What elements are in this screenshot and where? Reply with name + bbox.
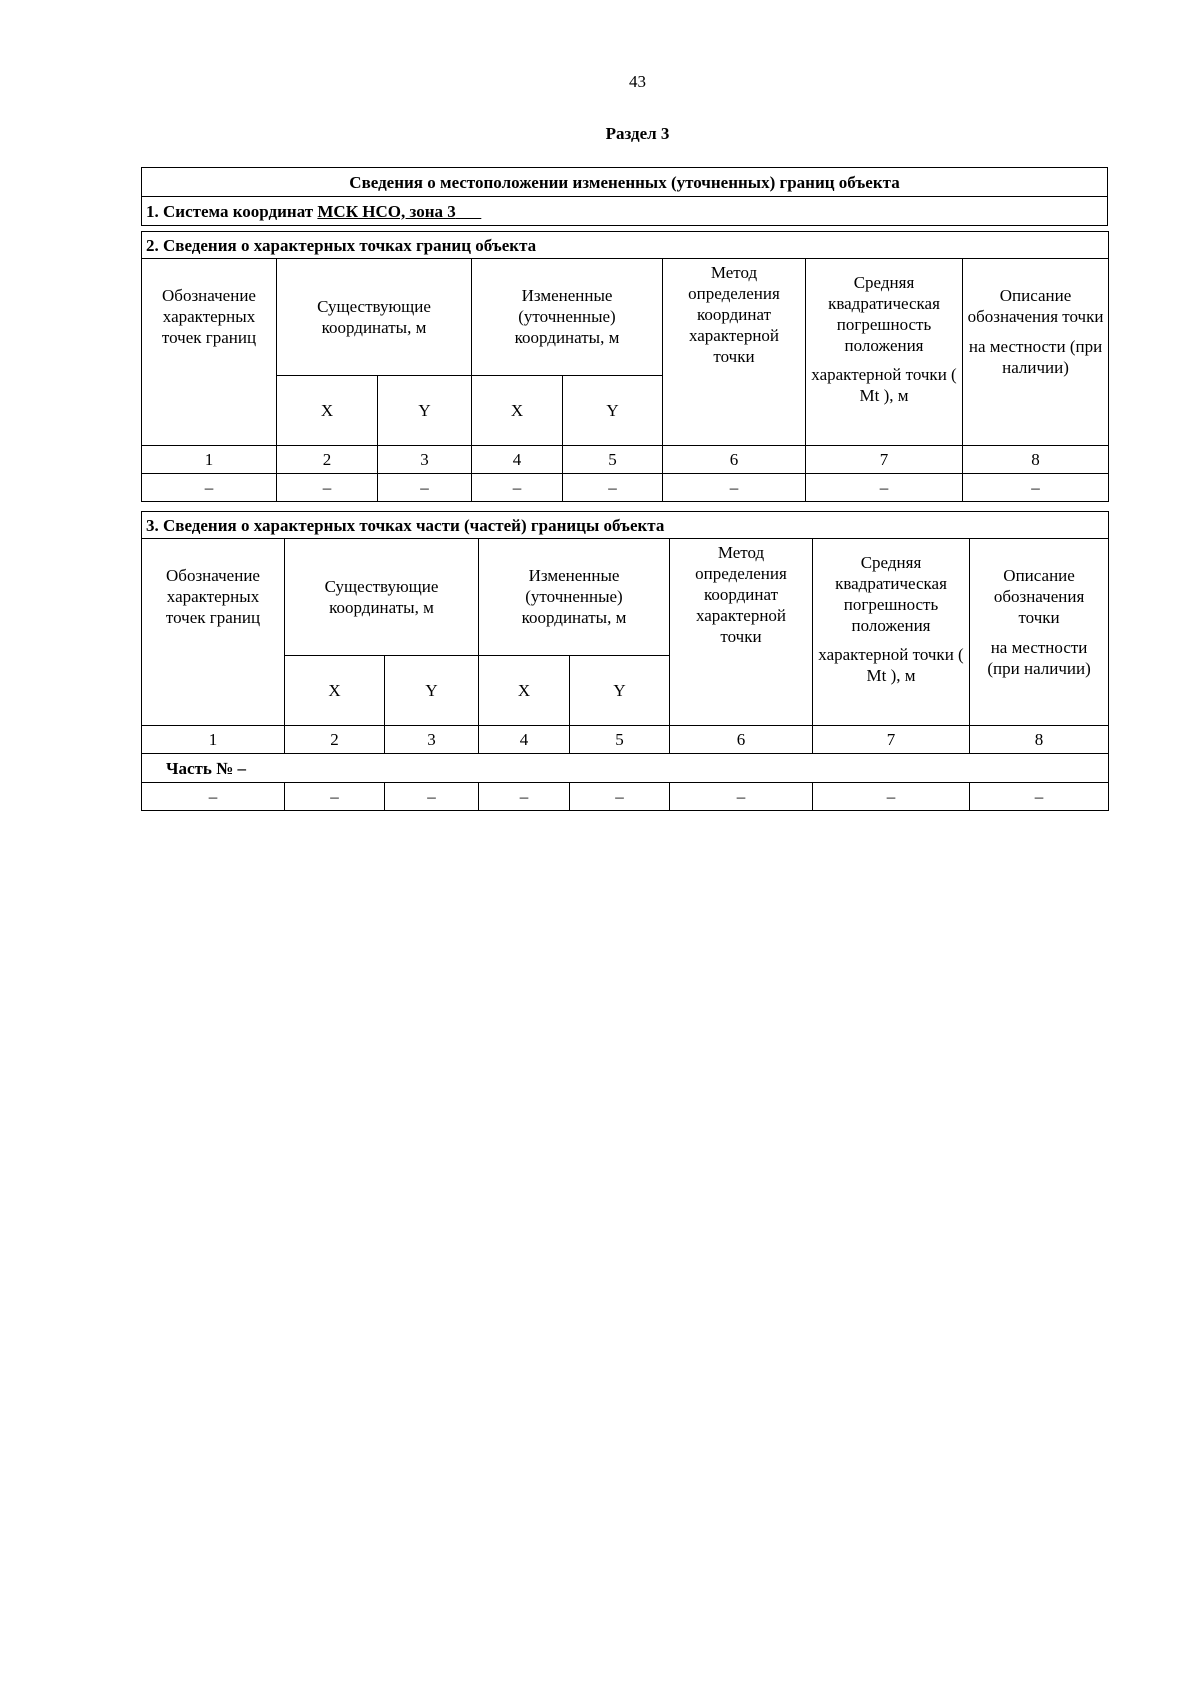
table-cell: – — [570, 783, 670, 811]
section-2-title: 2. Сведения о характерных точках границ объекта — [142, 232, 1109, 259]
column-number: 2 — [285, 726, 385, 754]
coordinate-system-label: 1. Система координат — [146, 201, 318, 221]
col-description-bottom: на местности (при наличии) — [968, 337, 1103, 377]
coordinate-system-value: МСК НСО, зона 3 — [317, 201, 456, 221]
column-number: 1 — [142, 726, 285, 754]
col-designation: Обозначение характерных точек границ — [142, 539, 285, 726]
column-number: 4 — [472, 446, 563, 474]
column-number: 7 — [806, 446, 963, 474]
col-changed-x: X — [479, 656, 570, 726]
section-3-title: 3. Сведения о характерных точках части (частей) границы объекта — [142, 512, 1109, 539]
table-row — [142, 474, 1109, 502]
col-existing-y: Y — [385, 656, 479, 726]
col-existing-x: X — [285, 656, 385, 726]
column-number: 1 — [142, 446, 277, 474]
col-existing-coords: Существующие координаты, м — [285, 539, 479, 656]
column-number: 7 — [813, 726, 970, 754]
column-number: 8 — [963, 446, 1109, 474]
table-cell: – — [970, 783, 1109, 811]
column-number: 5 — [563, 446, 663, 474]
table-title: Сведения о местоположении измененных (уточненных) границ объекта — [142, 168, 1108, 197]
table-cell: – — [479, 783, 570, 811]
col-changed-coords: Измененные (уточненные) координаты, м — [472, 259, 663, 376]
table-cell: – — [670, 783, 813, 811]
col-changed-coords: Измененные (уточненные) координаты, м — [479, 539, 670, 656]
column-number: 8 — [970, 726, 1109, 754]
table-cell: – — [472, 474, 563, 502]
table-cell: – — [378, 474, 472, 502]
column-number: 6 — [670, 726, 813, 754]
col-changed-y: Y — [563, 376, 663, 446]
col-existing-y: Y — [378, 376, 472, 446]
table-row — [142, 783, 1109, 811]
table-cell: – — [142, 783, 285, 811]
column-number: 3 — [385, 726, 479, 754]
column-number: 2 — [277, 446, 378, 474]
table-cell: – — [563, 474, 663, 502]
table-cell: – — [663, 474, 806, 502]
table-cell: – — [285, 783, 385, 811]
column-number: 3 — [378, 446, 472, 474]
table-cell: – — [142, 474, 277, 502]
col-description-top: Описание обозначения точки — [993, 566, 1085, 627]
col-existing-coords: Существующие координаты, м — [277, 259, 472, 376]
column-number: 6 — [663, 446, 806, 474]
col-error-top: Средняя квадратическая погрешность положения — [828, 273, 940, 355]
part-label: Часть № – — [142, 754, 1109, 783]
table-cell: – — [806, 474, 963, 502]
boundary-points-table — [141, 231, 1109, 502]
col-error-bottom: характерной точки ( Mt ), м — [818, 645, 964, 685]
col-changed-x: X — [472, 376, 563, 446]
col-error-top: Средняя квадратическая погрешность положения — [835, 553, 947, 635]
col-existing-x: X — [277, 376, 378, 446]
col-method: Метод определения координат характерной точки — [670, 539, 813, 726]
coordinate-system-row — [142, 197, 1108, 226]
col-error — [806, 259, 963, 446]
col-description-bottom: на местности (при наличии) — [987, 638, 1091, 678]
col-description — [970, 539, 1109, 726]
column-number: 5 — [570, 726, 670, 754]
table-cell: – — [277, 474, 378, 502]
col-error — [813, 539, 970, 726]
col-description-top: Описание обозначения точки — [967, 286, 1104, 326]
table-cell: – — [385, 783, 479, 811]
part-boundary-points-table — [141, 511, 1109, 811]
page-number: 43 — [629, 72, 646, 91]
col-designation: Обозначение характерных точек границ — [142, 259, 277, 446]
col-error-bottom: характерной точки ( Mt ), м — [811, 365, 957, 405]
col-description — [963, 259, 1109, 446]
col-changed-y: Y — [570, 656, 670, 726]
table-cell: – — [813, 783, 970, 811]
col-method: Метод определения координат характерной точки — [663, 259, 806, 446]
column-number: 4 — [479, 726, 570, 754]
table-cell: – — [963, 474, 1109, 502]
object-bounds-table — [141, 167, 1108, 226]
section-title: Раздел 3 — [605, 124, 670, 143]
